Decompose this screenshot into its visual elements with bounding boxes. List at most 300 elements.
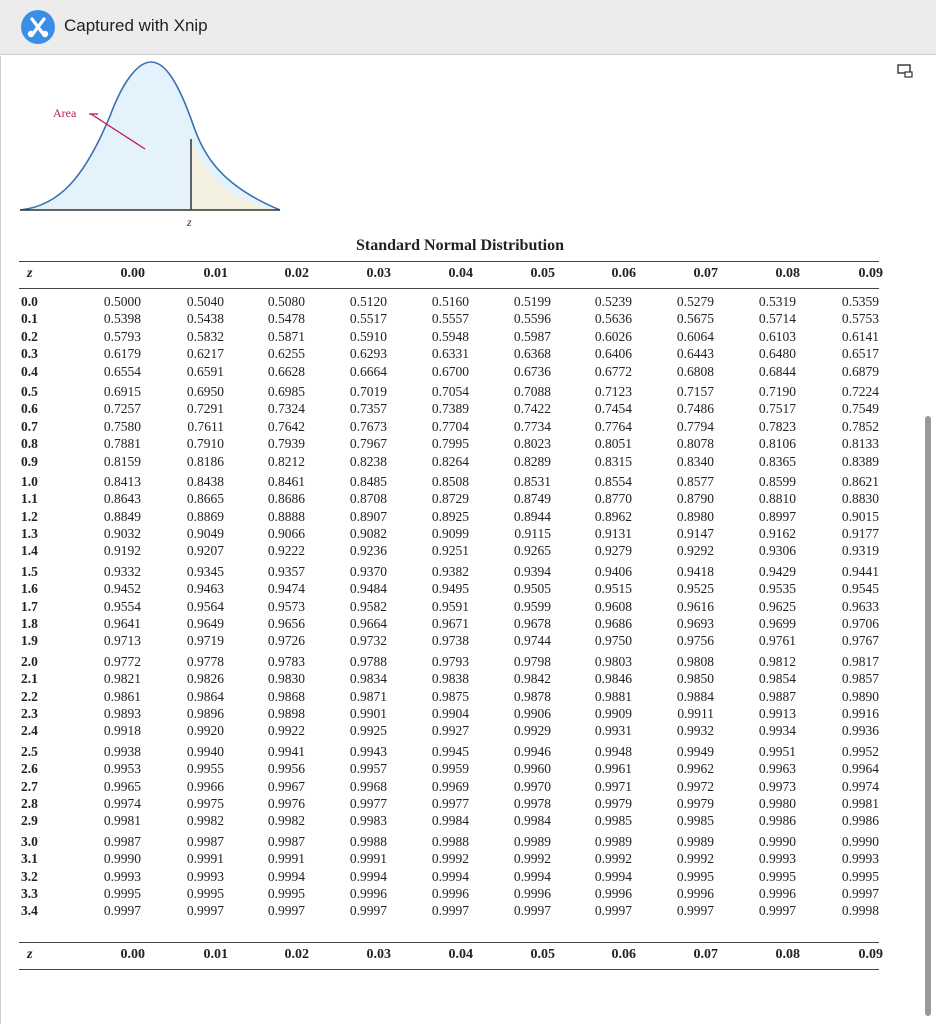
probability-cell: 0.9236	[349, 543, 387, 559]
probability-cell: 0.9984	[431, 813, 469, 829]
probability-cell: 0.9738	[431, 633, 469, 649]
probability-cell: 0.9686	[594, 616, 632, 632]
probability-cell: 0.8023	[513, 436, 551, 452]
probability-cell: 0.6591	[186, 363, 224, 379]
probability-cell: 0.9987	[186, 833, 224, 849]
z-value: 1.2	[21, 508, 38, 524]
probability-cell: 0.9929	[513, 723, 551, 739]
area-under-curve	[20, 62, 280, 210]
table-row	[19, 671, 879, 688]
probability-cell: 0.9965	[103, 778, 141, 794]
probability-cell: 0.7389	[431, 401, 469, 417]
probability-cell: 0.5714	[758, 311, 796, 327]
probability-cell: 0.9772	[103, 653, 141, 669]
probability-cell: 0.8869	[186, 508, 224, 524]
probability-cell: 0.9279	[594, 543, 632, 559]
probability-cell: 0.8849	[103, 508, 141, 524]
table-row	[19, 329, 879, 346]
probability-cell: 0.9625	[758, 598, 796, 614]
probability-cell: 0.9996	[431, 885, 469, 901]
probability-cell: 0.9406	[594, 563, 632, 579]
probability-cell: 0.6217	[186, 346, 224, 362]
probability-cell: 0.8212	[267, 453, 305, 469]
probability-cell: 0.9370	[349, 563, 387, 579]
probability-cell: 0.9995	[267, 885, 305, 901]
z-value: 0.5	[21, 383, 38, 399]
probability-cell: 0.9995	[758, 868, 796, 884]
probability-cell: 0.5239	[594, 294, 632, 309]
probability-cell: 0.8925	[431, 508, 469, 524]
probability-cell: 0.9994	[594, 868, 632, 884]
table-header-row	[19, 261, 883, 289]
probability-cell: 0.9964	[841, 761, 879, 777]
probability-cell: 0.9871	[349, 688, 387, 704]
probability-cell: 0.9960	[513, 761, 551, 777]
probability-cell: 0.9976	[267, 795, 305, 811]
probability-cell: 0.6772	[594, 363, 632, 379]
probability-cell: 0.9861	[103, 688, 141, 704]
probability-cell: 0.9564	[186, 598, 224, 614]
table-row	[19, 526, 879, 543]
xnip-logo-icon[interactable]	[21, 10, 55, 44]
probability-cell: 0.9875	[431, 688, 469, 704]
probability-cell: 0.9761	[758, 633, 796, 649]
row-group	[19, 744, 879, 831]
probability-cell: 0.9934	[758, 723, 796, 739]
probability-cell: 0.9988	[349, 833, 387, 849]
probability-cell: 0.9982	[267, 813, 305, 829]
table-row	[19, 654, 879, 671]
probability-cell: 0.9265	[513, 543, 551, 559]
scrollbar[interactable]	[925, 416, 931, 1016]
probability-cell: 0.7764	[594, 418, 632, 434]
probability-cell: 0.9535	[758, 581, 796, 597]
probability-cell: 0.5199	[513, 294, 551, 309]
probability-cell: 0.6255	[267, 346, 305, 362]
probability-cell: 0.5160	[431, 294, 469, 309]
probability-cell: 0.9940	[186, 743, 224, 759]
table-row	[19, 744, 879, 761]
probability-cell: 0.7967	[349, 436, 387, 452]
probability-cell: 0.9938	[103, 743, 141, 759]
probability-cell: 0.8830	[841, 491, 879, 507]
z-value: 1.1	[21, 491, 38, 507]
probability-cell: 0.7486	[676, 401, 714, 417]
table-title: Standard Normal Distribution	[355, 237, 565, 254]
row-group	[19, 654, 879, 741]
probability-cell: 0.6480	[758, 346, 796, 362]
table-row	[19, 869, 879, 886]
probability-cell: 0.9996	[594, 885, 632, 901]
probability-cell: 0.9931	[594, 723, 632, 739]
row-group	[19, 564, 879, 651]
table-row	[19, 491, 879, 508]
table-row	[19, 581, 879, 598]
probability-cell: 0.8554	[594, 473, 632, 489]
probability-cell: 0.5793	[103, 328, 141, 344]
probability-cell: 0.9545	[841, 581, 879, 597]
table-row	[19, 509, 879, 526]
probability-cell: 0.9997	[758, 903, 796, 919]
probability-cell: 0.8289	[513, 453, 551, 469]
probability-cell: 0.7881	[103, 436, 141, 452]
probability-cell: 0.5636	[594, 311, 632, 327]
probability-cell: 0.9994	[349, 868, 387, 884]
probability-cell: 0.9975	[186, 795, 224, 811]
probability-cell: 0.9599	[513, 598, 551, 614]
probability-cell: 0.9993	[758, 851, 796, 867]
probability-cell: 0.9989	[676, 833, 714, 849]
probability-cell: 0.9656	[267, 616, 305, 632]
probability-cell: 0.8531	[513, 473, 551, 489]
probability-cell: 0.5948	[431, 328, 469, 344]
probability-cell: 0.9945	[431, 743, 469, 759]
probability-cell: 0.7734	[513, 418, 551, 434]
probability-cell: 0.9049	[186, 526, 224, 542]
probability-cell: 0.9957	[349, 761, 387, 777]
probability-cell: 0.7019	[349, 383, 387, 399]
probability-cell: 0.9901	[349, 705, 387, 721]
probability-cell: 0.7123	[594, 383, 632, 399]
probability-cell: 0.6179	[103, 346, 141, 362]
probability-cell: 0.9131	[594, 526, 632, 542]
probability-cell: 0.5832	[186, 328, 224, 344]
probability-cell: 0.9991	[267, 851, 305, 867]
probability-cell: 0.9990	[103, 851, 141, 867]
screen-icon[interactable]	[897, 64, 913, 78]
probability-cell: 0.9996	[513, 885, 551, 901]
z-value: 2.8	[21, 795, 38, 811]
probability-cell: 0.9251	[431, 543, 469, 559]
probability-cell: 0.8485	[349, 473, 387, 489]
probability-cell: 0.9015	[841, 508, 879, 524]
footer-col-0.04: 0.04	[448, 947, 473, 962]
probability-cell: 0.9994	[267, 868, 305, 884]
probability-cell: 0.9452	[103, 581, 141, 597]
probability-cell: 0.9986	[758, 813, 796, 829]
header-col-0.02: 0.02	[284, 266, 309, 281]
z-value: 1.9	[21, 633, 38, 649]
probability-cell: 0.9345	[186, 563, 224, 579]
probability-cell: 0.9826	[186, 671, 224, 687]
capture-area	[0, 56, 936, 1024]
probability-cell: 0.6517	[841, 346, 879, 362]
table-body	[19, 294, 879, 924]
z-value: 1.3	[21, 526, 38, 542]
probability-cell: 0.7852	[841, 418, 879, 434]
probability-cell: 0.7549	[841, 401, 879, 417]
probability-cell: 0.9916	[841, 705, 879, 721]
probability-cell: 0.9505	[513, 581, 551, 597]
probability-cell: 0.9997	[594, 903, 632, 919]
probability-cell: 0.9911	[677, 705, 714, 721]
z-value: 0.6	[21, 401, 38, 417]
probability-cell: 0.9515	[594, 581, 632, 597]
probability-cell: 0.9418	[676, 563, 714, 579]
probability-cell: 0.9887	[758, 688, 796, 704]
probability-cell: 0.9099	[431, 526, 469, 542]
probability-cell: 0.9925	[349, 723, 387, 739]
probability-cell: 0.5910	[349, 328, 387, 344]
probability-cell: 0.9974	[841, 778, 879, 794]
probability-cell: 0.9808	[676, 653, 714, 669]
footer-col-0.06: 0.06	[611, 947, 636, 962]
probability-cell: 0.9744	[513, 633, 551, 649]
probability-cell: 0.9996	[676, 885, 714, 901]
probability-cell: 0.9997	[676, 903, 714, 919]
probability-cell: 0.9936	[841, 723, 879, 739]
probability-cell: 0.9332	[103, 563, 141, 579]
probability-cell: 0.7673	[349, 418, 387, 434]
probability-cell: 0.9082	[349, 526, 387, 542]
probability-cell: 0.9981	[103, 813, 141, 829]
probability-cell: 0.9177	[841, 526, 879, 542]
probability-cell: 0.9756	[676, 633, 714, 649]
probability-cell: 0.8461	[267, 473, 305, 489]
probability-cell: 0.8907	[349, 508, 387, 524]
probability-cell: 0.9821	[103, 671, 141, 687]
probability-cell: 0.8810	[758, 491, 796, 507]
probability-cell: 0.9997	[349, 903, 387, 919]
probability-cell: 0.9032	[103, 526, 141, 542]
z-value: 3.4	[21, 903, 38, 919]
z-value: 2.2	[21, 688, 38, 704]
z-value: 3.0	[21, 833, 38, 849]
header-z-header: z	[27, 266, 33, 281]
probability-cell: 0.9994	[513, 868, 551, 884]
probability-cell: 0.8186	[186, 453, 224, 469]
probability-cell: 0.5557	[431, 311, 469, 327]
probability-cell: 0.5398	[103, 311, 141, 327]
probability-cell: 0.9726	[267, 633, 305, 649]
probability-cell: 0.9997	[431, 903, 469, 919]
probability-cell: 0.5438	[186, 311, 224, 327]
footer-col-0.08: 0.08	[775, 947, 800, 962]
table-row	[19, 419, 879, 436]
z-value: 0.9	[21, 453, 38, 469]
probability-cell: 0.6844	[758, 363, 796, 379]
probability-cell: 0.9222	[267, 543, 305, 559]
footer-col-0.02: 0.02	[284, 947, 309, 962]
table-row	[19, 364, 879, 381]
probability-cell: 0.6915	[103, 383, 141, 399]
probability-cell: 0.9995	[103, 885, 141, 901]
probability-cell: 0.9817	[841, 653, 879, 669]
probability-cell: 0.8621	[841, 473, 879, 489]
probability-cell: 0.8340	[676, 453, 714, 469]
probability-cell: 0.7190	[758, 383, 796, 399]
probability-cell: 0.7642	[267, 418, 305, 434]
probability-cell: 0.9969	[431, 778, 469, 794]
z-label: z	[187, 215, 192, 229]
probability-cell: 0.9881	[594, 688, 632, 704]
probability-cell: 0.9306	[758, 543, 796, 559]
probability-cell: 0.9868	[267, 688, 305, 704]
probability-cell: 0.9641	[103, 616, 141, 632]
probability-cell: 0.9147	[676, 526, 714, 542]
probability-cell: 0.7704	[431, 418, 469, 434]
header-col-0.03: 0.03	[366, 266, 391, 281]
footer-col-0.05: 0.05	[530, 947, 555, 962]
probability-cell: 0.9713	[103, 633, 141, 649]
probability-cell: 0.8438	[186, 473, 224, 489]
probability-cell: 0.9793	[431, 653, 469, 669]
probability-cell: 0.9978	[513, 795, 551, 811]
probability-cell: 0.9977	[431, 795, 469, 811]
probability-cell: 0.9996	[758, 885, 796, 901]
probability-cell: 0.9993	[841, 851, 879, 867]
probability-cell: 0.8389	[841, 453, 879, 469]
table-row	[19, 689, 879, 706]
table-row	[19, 706, 879, 723]
probability-cell: 0.9991	[349, 851, 387, 867]
probability-cell: 0.5478	[267, 311, 305, 327]
probability-cell: 0.7995	[431, 436, 469, 452]
z-value: 2.6	[21, 761, 38, 777]
footer-z-header: z	[27, 947, 33, 962]
probability-cell: 0.9812	[758, 653, 796, 669]
probability-cell: 0.9962	[676, 761, 714, 777]
probability-cell: 0.9884	[676, 688, 714, 704]
probability-cell: 0.9842	[513, 671, 551, 687]
probability-cell: 0.9830	[267, 671, 305, 687]
probability-cell: 0.9977	[349, 795, 387, 811]
z-value: 1.0	[21, 473, 38, 489]
probability-cell: 0.9987	[103, 833, 141, 849]
probability-cell: 0.9992	[676, 851, 714, 867]
probability-cell: 0.9890	[841, 688, 879, 704]
probability-cell: 0.9967	[267, 778, 305, 794]
probability-cell: 0.8729	[431, 491, 469, 507]
z-value: 3.2	[21, 868, 38, 884]
probability-cell: 0.9463	[186, 581, 224, 597]
probability-cell: 0.9898	[267, 705, 305, 721]
footer-col-0.09: 0.09	[858, 947, 883, 962]
probability-cell: 0.9948	[594, 743, 632, 759]
area-label: Area	[53, 106, 77, 120]
probability-cell: 0.9922	[267, 723, 305, 739]
probability-cell: 0.6808	[676, 363, 714, 379]
probability-cell: 0.9982	[186, 813, 224, 829]
probability-cell: 0.7580	[103, 418, 141, 434]
probability-cell: 0.8106	[758, 436, 796, 452]
z-value: 2.1	[21, 671, 38, 687]
probability-cell: 0.8264	[431, 453, 469, 469]
probability-cell: 0.6736	[513, 363, 551, 379]
probability-cell: 0.5987	[513, 328, 551, 344]
probability-cell: 0.9995	[676, 868, 714, 884]
probability-cell: 0.5675	[676, 311, 714, 327]
probability-cell: 0.8997	[758, 508, 796, 524]
table-row	[19, 813, 879, 830]
probability-cell: 0.5753	[841, 311, 879, 327]
probability-cell: 0.9192	[103, 543, 141, 559]
probability-cell: 0.9995	[841, 868, 879, 884]
z-value: 0.3	[21, 346, 38, 362]
header-col-0.06: 0.06	[611, 266, 636, 281]
probability-cell: 0.9997	[841, 885, 879, 901]
app-title: Captured with Xnip	[64, 16, 208, 35]
probability-cell: 0.8888	[267, 508, 305, 524]
table-row	[19, 723, 879, 740]
z-value: 2.3	[21, 705, 38, 721]
probability-cell: 0.9678	[513, 616, 551, 632]
probability-cell: 0.6331	[431, 346, 469, 362]
table-row	[19, 294, 879, 311]
probability-cell: 0.8749	[513, 491, 551, 507]
table-row	[19, 474, 879, 491]
probability-cell: 0.8708	[349, 491, 387, 507]
table-row	[19, 543, 879, 560]
probability-cell: 0.8790	[676, 491, 714, 507]
probability-cell: 0.5319	[758, 294, 796, 309]
probability-cell: 0.9066	[267, 526, 305, 542]
probability-cell: 0.9319	[841, 543, 879, 559]
table-row	[19, 796, 879, 813]
probability-cell: 0.9429	[758, 563, 796, 579]
probability-cell: 0.9484	[349, 581, 387, 597]
table-row	[19, 851, 879, 868]
probability-cell: 0.5040	[186, 294, 224, 309]
z-value: 0.4	[21, 363, 38, 379]
table-row	[19, 616, 879, 633]
probability-cell: 0.9997	[186, 903, 224, 919]
footer-col-0.00: 0.00	[120, 947, 145, 962]
probability-cell: 0.9971	[594, 778, 632, 794]
probability-cell: 0.7794	[676, 418, 714, 434]
probability-cell: 0.8413	[103, 473, 141, 489]
probability-cell: 0.8508	[431, 473, 469, 489]
probability-cell: 0.9968	[349, 778, 387, 794]
z-value: 0.8	[21, 436, 38, 452]
probability-cell: 0.6293	[349, 346, 387, 362]
probability-cell: 0.9963	[758, 761, 796, 777]
probability-cell: 0.9918	[103, 723, 141, 739]
probability-cell: 0.9788	[349, 653, 387, 669]
table-row	[19, 761, 879, 778]
z-value: 3.1	[21, 851, 38, 867]
probability-cell: 0.9996	[349, 885, 387, 901]
table-row	[19, 454, 879, 471]
probability-cell: 0.7939	[267, 436, 305, 452]
probability-cell: 0.9927	[431, 723, 469, 739]
table-row	[19, 903, 879, 920]
z-value: 0.7	[21, 418, 38, 434]
table-row	[19, 886, 879, 903]
probability-cell: 0.9693	[676, 616, 714, 632]
probability-cell: 0.9382	[431, 563, 469, 579]
z-value: 0.0	[21, 294, 38, 309]
probability-cell: 0.9961	[594, 761, 632, 777]
probability-cell: 0.6950	[186, 383, 224, 399]
probability-cell: 0.7517	[758, 401, 796, 417]
probability-cell: 0.7422	[513, 401, 551, 417]
probability-cell: 0.9706	[841, 616, 879, 632]
probability-cell: 0.9778	[186, 653, 224, 669]
probability-cell: 0.9441	[841, 563, 879, 579]
z-value: 3.3	[21, 885, 38, 901]
probability-cell: 0.8980	[676, 508, 714, 524]
probability-cell: 0.8770	[594, 491, 632, 507]
probability-cell: 0.9966	[186, 778, 224, 794]
table-footer-row	[19, 942, 883, 970]
probability-cell: 0.9591	[431, 598, 469, 614]
probability-cell: 0.9974	[103, 795, 141, 811]
z-value: 1.7	[21, 598, 38, 614]
probability-cell: 0.9997	[513, 903, 551, 919]
probability-cell: 0.9946	[513, 743, 551, 759]
z-value: 2.4	[21, 723, 38, 739]
